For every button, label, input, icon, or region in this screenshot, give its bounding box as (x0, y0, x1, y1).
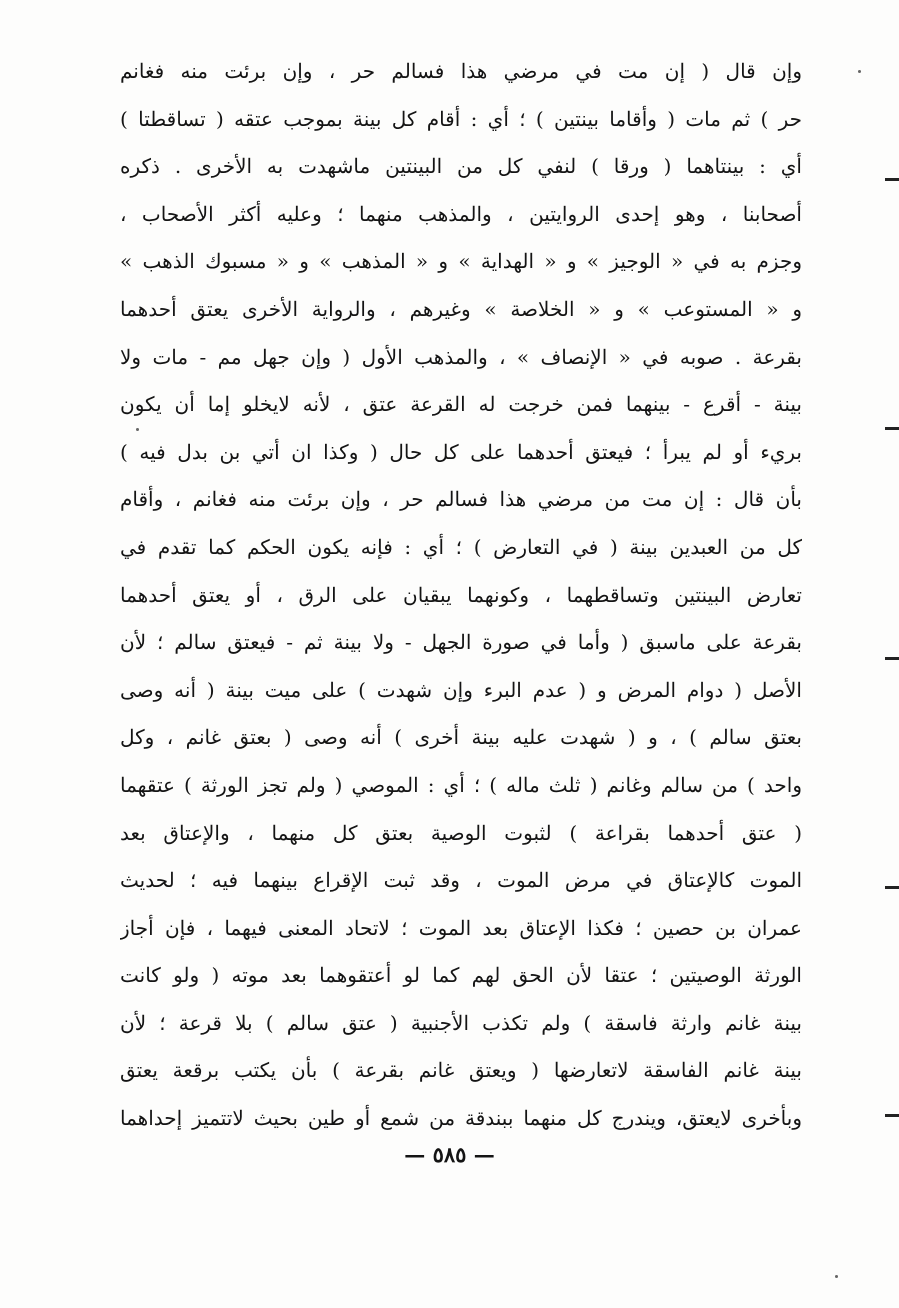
body-text (120, 48, 802, 1143)
text-line-18: الموت كالإعتاق في مرض الموت ، وقد ثبت الإقراع بينهما فيه ؛ لحديث (120, 868, 802, 893)
text-line-21: بينة غانم وارثة فاسقة ) ولم تكذب الأجنبية ( عتق سالم ) بلا قرعة ؛ لأن (120, 1010, 802, 1035)
text-line-11: كل من العبدين بينة ( في التعارض ) ؛ أي : فإنه يكون الحكم كما تقدم في (120, 534, 802, 559)
page-number: — ٥٨٥ — (404, 1142, 495, 1167)
text-line-14: الأصل ( دوام المرض و ( عدم البرء وإن شهدت ) على ميت بينة ( أنه وصى (120, 677, 802, 702)
text-line-12: تعارض البينتين وتساقطهما ، وكونهما يبقيان على الرق ، أو يعتق أحدهما (120, 582, 802, 607)
scan-speck (136, 428, 139, 431)
margin-mark (885, 1114, 899, 1117)
text-line-10: بأن قال : إن مت من مرضي هذا فسالم حر ، وإن برئت منه فغانم ، وأقام (120, 487, 802, 512)
text-line-5: وجزم به في « الوجيز » و « الهداية » و « المذهب » و « مسبوك الذهب » (120, 249, 802, 274)
margin-mark (885, 178, 899, 181)
scan-speck (858, 70, 861, 73)
margin-mark (885, 657, 899, 660)
text-line-23: وبأخرى لايعتق، ويندرج كل منهما ببندقة من شمع أو طين بحيث لاتتميز إحداهما (120, 1106, 802, 1131)
text-line-16: واحد ) من سالم وغانم ( ثلث ماله ) ؛ أي : الموصي ( ولم تجز الورثة ) عتقهما (120, 772, 802, 797)
text-line-7: بقرعة . صوبه في « الإنصاف » ، والمذهب الأول ( وإن جهل مم - مات ولا (120, 344, 802, 369)
margin-mark (885, 886, 899, 889)
text-line-19: عمران بن حصين ؛ فكذا الإعتاق بعد الموت ؛ لاتحاد المعنى فيهما ، فإن أجاز (120, 915, 802, 940)
text-line-3: أي : بينتاهما ( ورقا ) لنفي كل من البينتين ماشهدت به الأخرى . ذكره (120, 154, 802, 179)
text-line-20: الورثة الوصيتين ؛ عتقا لأن الحق لهم كما لو أعتقوهما بعد موته ( ولو كانت (120, 963, 802, 988)
text-line-13: بقرعة على ماسبق ( وأما في صورة الجهل - ولا بينة ثم - فيعتق سالم ؛ لأن (120, 630, 802, 655)
scan-speck (835, 1275, 838, 1278)
text-line-9: بريء أو لم يبرأ ؛ فيعتق أحدهما على كل حال ( وكذا ان أتي بن بدل فيه ) (120, 439, 802, 464)
margin-mark (885, 427, 899, 430)
text-line-1: وإن قال ( إن مت في مرضي هذا فسالم حر ، وإن برئت منه فغانم (120, 59, 802, 83)
text-line-8: بينة - أقرع - بينهما فمن خرجت له القرعة عتق ، لأنه لايخلو إما أن يكون (120, 392, 802, 417)
text-line-4: أصحابنا ، وهو إحدى الروايتين ، والمذهب منهما ؛ وعليه أكثر الأصحاب ، (120, 201, 802, 226)
text-line-15: بعتق سالم ) ، و ( شهدت عليه بينة أخرى ) أنه وصى ( بعتق غانم ، وكل (120, 725, 802, 750)
text-line-6: و « المستوعب » و « الخلاصة » وغيرهم ، والرواية الأخرى يعتق أحدهما (120, 296, 802, 321)
text-line-22: بينة غانم الفاسقة لاتعارضها ( ويعتق غانم بقرعة ) بأن يكتب برقعة يعتق (120, 1058, 802, 1083)
text-line-2: حر ) ثم مات ( وأقاما بينتين ) ؛ أي : أقام كل بينة بموجب عتقه ( تساقطتا ) (120, 106, 802, 131)
text-line-17: ( عتق أحدهما بقراعة ) لثبوت الوصية بعتق كل منهما ، والإعتاق بعد (120, 820, 802, 845)
